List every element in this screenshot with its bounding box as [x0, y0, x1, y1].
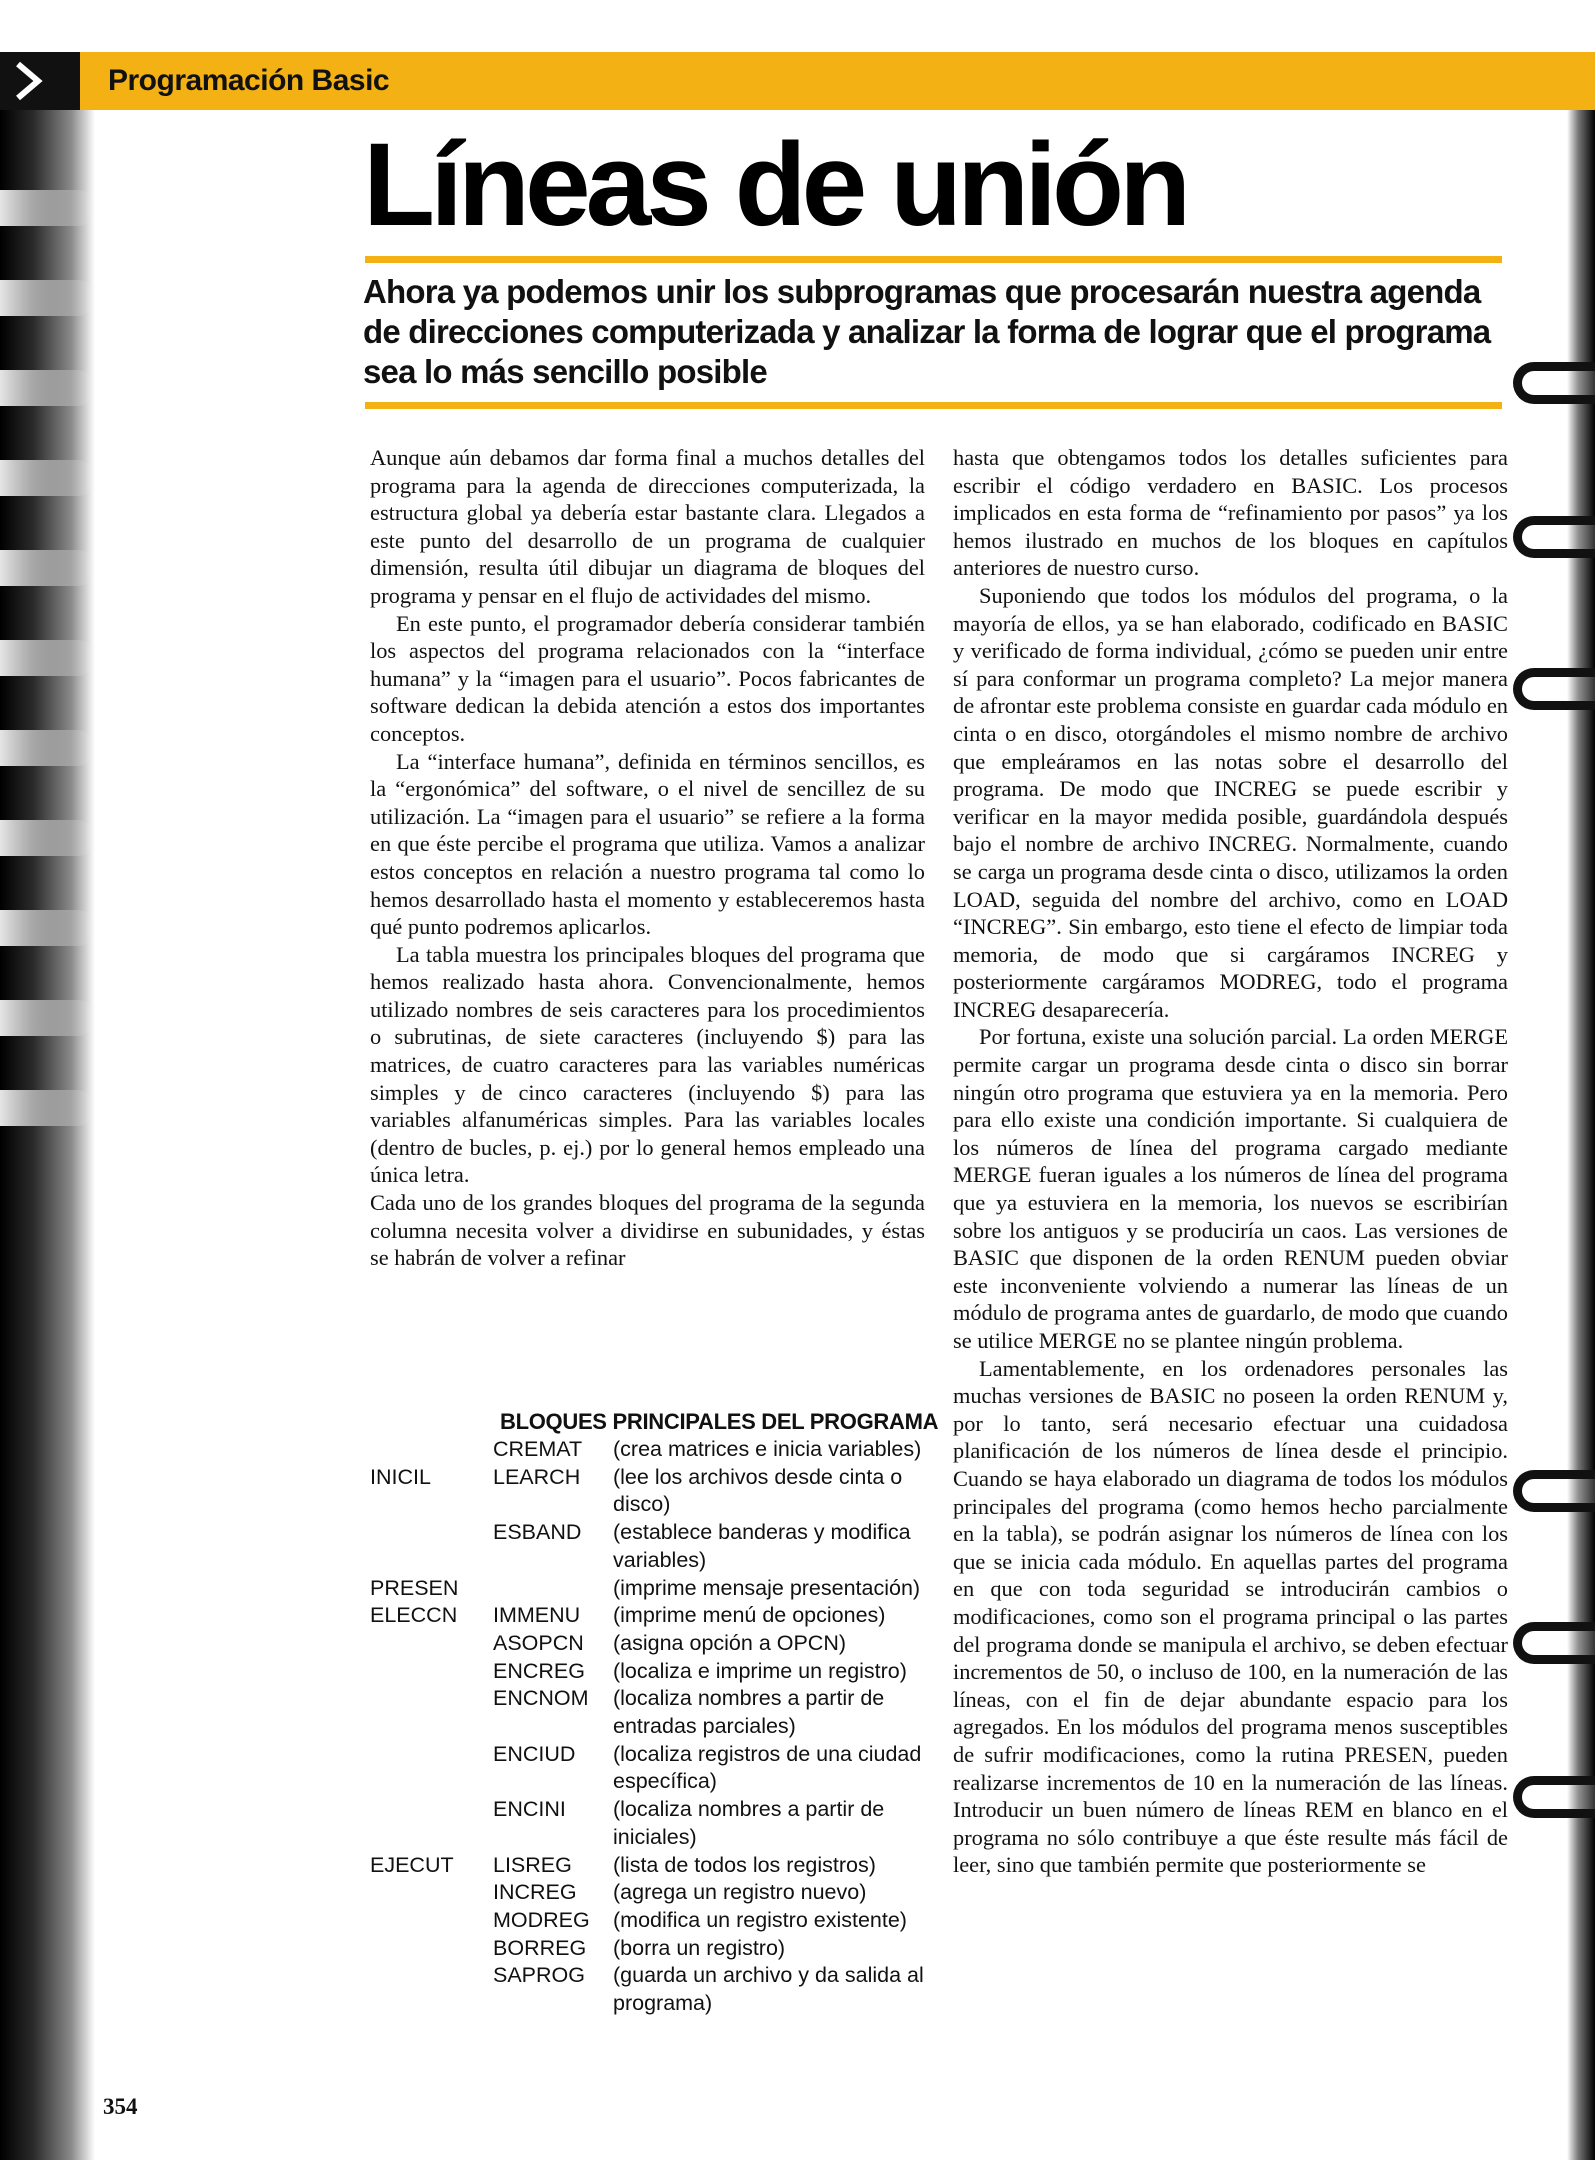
table-desc-cell: (localiza nombres a partir de entradas parciales) [613, 1686, 885, 1739]
table-code-cell: MODREG [493, 1907, 590, 1932]
table-desc-cell: (modifica un registro existente) [613, 1907, 907, 1932]
page-tab-edge [0, 640, 95, 676]
table-row [370, 1658, 940, 1686]
page-tab-edge [0, 550, 95, 586]
paragraph: Por fortuna, existe una solución parcial. La orden MERGE permite cargar un programa desde cinta o disco sin borrar ningún otro programa que estuviera ya en la memoria. Pero para ello existe una condición importante. Si cualquiera de los números de línea del programa cargado mediante MERGE fueran iguales a los números de línea del programa que ya estuviera en la memoria, los nuevos se escribirían sobre los antiguos y se produciría un caos. Las versiones de BASIC que disponen de la orden RENUM pueden obviar este inconveniente volviendo a numerar las líneas de un módulo de programa antes de guardarlo, de modo que cuando se utilice MERGE no se plantee ningún problema. [953, 1024, 1508, 1353]
page-tab-edge [0, 820, 95, 856]
title-rule-bottom [365, 402, 1502, 409]
page-tab-edge [0, 280, 95, 316]
table-code-cell [493, 1575, 613, 1603]
table-row [370, 1852, 940, 1880]
table-group-cell [370, 1796, 493, 1851]
table-desc-cell: (localiza nombres a partir de iniciales) [613, 1797, 885, 1849]
page-tab-edge [0, 730, 95, 766]
chevron-box [0, 52, 80, 110]
table-row [370, 1741, 940, 1796]
binder-ring [1513, 362, 1595, 404]
paragraph: En este punto, el programador debería considerar también los aspectos del programa relacionados con la “interface humana” y la “imagen para el usuario”. Pocos fabricantes de software dedican la debida atención a estos dos importantes conceptos. [370, 610, 925, 746]
table-code-cell: LEARCH [493, 1464, 581, 1489]
paragraph: Aunque aún debamos dar forma final a muchos detalles del programa para la agenda de direcciones computerizada, la estructura global ya debería estar bastante clara. Llegados a este punto del desarrollo de un programa de cualquier dimensión, resulta útil dibujar un diagrama de bloques del programa y pensar en el flujo de actividades del mismo. [370, 445, 925, 608]
paragraph: Lamentablemente, en los ordenadores personales las muchas versiones de BASIC no poseen la orden RENUM y, por lo tanto, será necesario efectuar una cuidadosa planificación de los números de línea desde el principio. Cuando se haya elaborado un diagrama de todos los módulos principales del programa (como hemos hecho parcialmente en la tabla), se podrán asignar los números de línea con los que se inicia cada módulo. En aquellas partes del programa en que con toda seguridad se introducirán cambios o modificaciones, como son el programa principal o las partes del programa donde se manipula el archivo, se deben efectuar incrementos de 50, o incluso de 100, en la numeración de las líneas, con el fin de dejar abundante espacio para los agregados. En los módulos del programa menos susceptibles de sufrir modificaciones, como la rutina PRESEN, pueden realizarse incrementos de 10 en la numeración de las líneas. Introducir un buen número de líneas REM en blanco en el programa no sólo contribuye a que éste resulte más fácil de leer, sino que también permite que posteriormente se [953, 1355, 1508, 1878]
table-desc-cell: (guarda un archivo y da salida al programa) [613, 1963, 924, 2016]
subtitle: Ahora ya podemos unir los subprogramas que procesarán nuestra agenda de direcciones computerizada y analizar la forma de lograr que el programa sea lo más sencillo posible [363, 273, 1491, 390]
page-tab-edge [0, 190, 95, 226]
table-group-cell [370, 1658, 493, 1686]
page-title: Líneas de unión [363, 119, 1187, 251]
table-group-cell: PRESEN [370, 1575, 459, 1600]
table-desc-cell: (localiza registros de una ciudad específica) [613, 1741, 922, 1794]
page-tab-edge [0, 1090, 95, 1126]
table-code-cell: ESBAND [493, 1520, 582, 1545]
table-code-cell: IMMENU [493, 1603, 581, 1628]
table-code-cell: ENCIUD [493, 1741, 576, 1766]
table-row [370, 1935, 940, 1963]
table-row [370, 1879, 940, 1907]
table-row [370, 1685, 940, 1740]
table-desc-cell: (localiza e imprime un registro) [613, 1658, 907, 1683]
table-code-cell: INCREG [493, 1880, 577, 1905]
table-group-cell: INICIL [370, 1464, 431, 1489]
binder-ring [1513, 1776, 1595, 1818]
table-code-cell: ASOPCN [493, 1630, 584, 1655]
table-desc-cell: (lee los archivos desde cinta o disco) [613, 1464, 903, 1517]
binding-shadow [0, 110, 95, 2160]
table-code-cell: ENCNOM [493, 1686, 589, 1711]
table-row [370, 1796, 940, 1851]
table-row [370, 1962, 940, 2017]
table-group-cell [370, 1685, 493, 1740]
table-code-cell: ENCREG [493, 1658, 585, 1683]
table-group-cell [370, 1630, 493, 1658]
table-row [370, 1464, 940, 1519]
binder-ring [1513, 1470, 1595, 1512]
right-column [953, 444, 1508, 1879]
table-row [370, 1602, 940, 1630]
table-desc-cell: (agrega un registro nuevo) [613, 1880, 867, 1905]
table-code-cell: BORREG [493, 1935, 587, 1960]
paragraph: La “interface humana”, definida en términos sencillos, es la “ergonómica” del software, o el nivel de sencillez de su utilización. La “imagen para el usuario” se refiere a la forma en que éste percibe el programa que utiliza. Vamos a analizar estos conceptos en relación a nuestro programa tal como lo hemos desarrollado hasta el momento y estableceremos hasta qué punto podremos aplicarlos. [370, 748, 925, 940]
binder-ring [1513, 668, 1595, 710]
right-binding-edge [1567, 110, 1595, 2160]
table-desc-cell: (borra un registro) [613, 1935, 786, 1960]
table-desc-cell: (crea matrices e inicia variables) [613, 1437, 922, 1461]
table-group-cell [370, 1907, 493, 1935]
table-desc-cell: (lista de todos los registros) [613, 1852, 876, 1877]
table-desc-cell: (asigna opción a OPCN) [613, 1630, 847, 1655]
table-code-cell: LISREG [493, 1852, 572, 1877]
table-row [370, 1436, 940, 1464]
table-heading: BLOQUES PRINCIPALES DEL PROGRAMA [500, 1409, 939, 1434]
section-label: Programación Basic [108, 64, 390, 97]
table-group-cell [370, 1962, 493, 2017]
table-row [370, 1519, 940, 1574]
table-desc-cell: (imprime mensaje presentación) [613, 1575, 921, 1600]
table-desc-cell: (establece banderas y modifica variables) [613, 1520, 911, 1572]
page-tab-edge [0, 460, 95, 496]
page-tab-edge [0, 370, 95, 406]
chevron-right-icon [10, 60, 54, 102]
binder-ring [1513, 516, 1595, 558]
table-group-cell [370, 1519, 493, 1574]
table-row [370, 1907, 940, 1935]
table-row [370, 1575, 940, 1603]
table-code-cell: SAPROG [493, 1963, 585, 1988]
table-code-cell: CREMAT [493, 1437, 583, 1461]
left-column [370, 444, 925, 1272]
paragraph: Suponiendo que todos los módulos del programa, o la mayoría de ellos, ya se han elaborado, codificado en BASIC y verificado de forma individual, ¿cómo se pueden unir entre sí para conformar un programa completo? La mejor manera de afrontar este problema consiste en guardar cada módulo en cinta o en disco, otorgándoles el mismo nombre de archivo que empleáramos en las notas sobre el desarrollo del programa. De modo que INCREG se puede escribir y verificar en la mayor medida posible, guardándola después bajo el nombre de archivo INCREG. Normalmente, cuando se carga un programa desde cinta o disco, utilizamos la orden LOAD, seguida del nombre del archivo, como en LOAD “INCREG”. Sin embargo, esto tiene el efecto de limpiar toda memoria, de modo que si cargáramos INCREG y posteriormente cargáramos MODREG, todo el programa INCREG desaparecería. [953, 582, 1508, 1022]
paragraph: La tabla muestra los principales bloques del programa que hemos realizado hasta ahora. Convencionalmente, hemos utilizado nombres de seis caracteres para los procedimientos o subrutinas, de siete caracteres (incluyendo $) para las matrices, de cuatro caracteres para las variables numéricas simples y de cinco caracteres (incluyendo $) para las variables alfanuméricas simples. Para las variables locales (dentro de bucles, p. ej.) por lo general hemos empleado una única letra. [370, 941, 925, 1188]
page-tab-edge [0, 1000, 95, 1036]
title-rule-top [365, 256, 1502, 263]
table-group-cell [370, 1935, 493, 1963]
paragraph: Cada uno de los grandes bloques del programa de la segunda columna necesita volver a dividirse en subunidades, y éstas se habrán de volver a refinar [370, 1190, 925, 1271]
binder-ring [1513, 1622, 1595, 1664]
table-group-cell [370, 1436, 493, 1464]
table-code-cell: ENCINI [493, 1797, 566, 1822]
table-group-cell: EJECUT [370, 1852, 454, 1877]
paragraph: hasta que obtengamos todos los detalles suficientes para escribir el código verdadero en BASIC. Los procesos implicados en esta forma de “refinamiento por pasos” ya los hemos ilustrado en muchos de los bloques en capítulos anteriores de nuestro curso. [953, 445, 1508, 581]
table-group-cell [370, 1741, 493, 1796]
table-row [370, 1630, 940, 1658]
table-desc-cell: (imprime menú de opciones) [613, 1603, 886, 1628]
table-group-cell [370, 1879, 493, 1907]
page-number: 354 [103, 2094, 138, 2119]
table-rows [370, 1436, 940, 2018]
table-group-cell: ELECCN [370, 1603, 458, 1628]
page-tab-edge [0, 910, 95, 946]
